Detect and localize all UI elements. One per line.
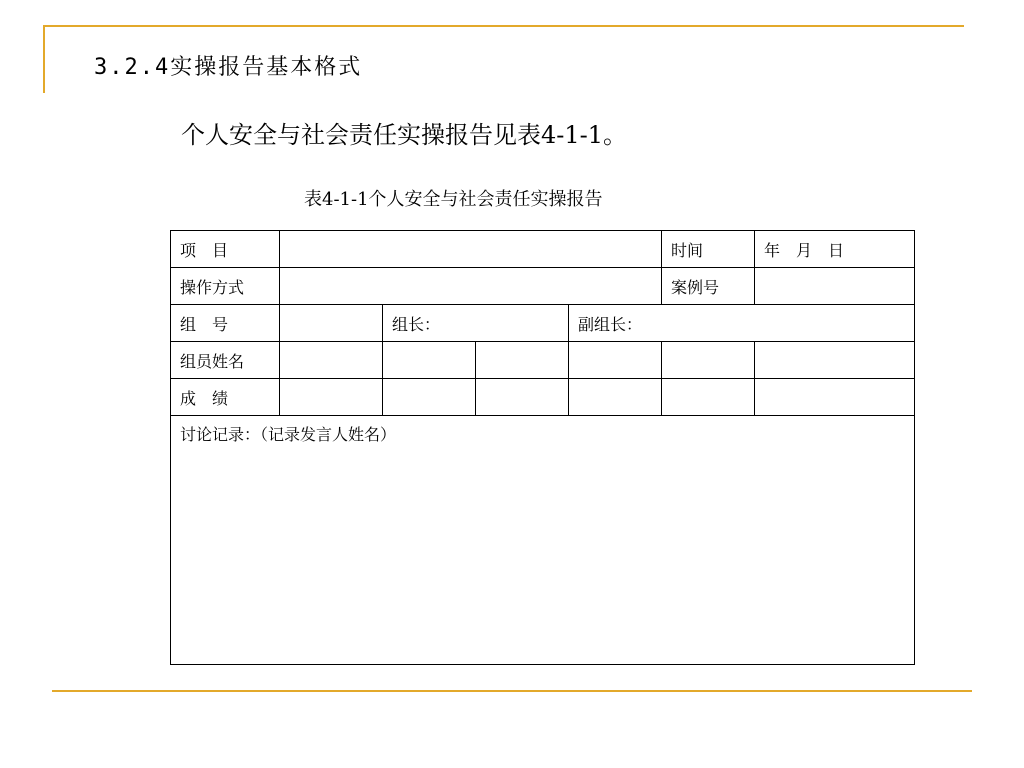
date-cell: 年 月 日 [755, 231, 915, 268]
operation-cell [280, 268, 662, 305]
project-cell [280, 231, 662, 268]
section-heading: 3.2.4实操报告基本格式 [94, 55, 363, 80]
table-row [171, 268, 915, 305]
project-label: 项 目 [171, 231, 280, 268]
members-label: 组员姓名 [171, 342, 280, 379]
member-cell [383, 342, 476, 379]
operation-label: 操作方式 [171, 268, 280, 305]
table-caption: 表4-1-1个人安全与社会责任实操报告 [304, 189, 603, 210]
table-row [171, 416, 915, 665]
time-label: 时间 [662, 231, 755, 268]
group-number-cell [280, 305, 383, 342]
member-cell [755, 342, 915, 379]
score-cell [755, 379, 915, 416]
table-row [171, 379, 915, 416]
bottom-divider [52, 690, 972, 692]
score-cell [280, 379, 383, 416]
score-label: 成 绩 [171, 379, 280, 416]
score-cell [383, 379, 476, 416]
table-row [171, 342, 915, 379]
case-cell [755, 268, 915, 305]
table-row [171, 231, 915, 268]
score-cell [476, 379, 569, 416]
discussion-notes: 讨论记录：（记录发言人姓名） [171, 416, 915, 665]
score-cell [662, 379, 755, 416]
member-cell [476, 342, 569, 379]
member-cell [662, 342, 755, 379]
left-accent-bar [43, 25, 45, 93]
member-cell [569, 342, 662, 379]
score-cell [569, 379, 662, 416]
group-label: 组 号 [171, 305, 280, 342]
member-cell [280, 342, 383, 379]
table-row [171, 305, 915, 342]
vice-leader-label: 副组长： [569, 305, 915, 342]
top-divider [43, 25, 964, 27]
case-label: 案例号 [662, 268, 755, 305]
leader-label: 组长： [383, 305, 569, 342]
report-form-table [170, 230, 915, 665]
intro-text: 个人安全与社会责任实操报告见表4-1-1。 [181, 121, 628, 149]
